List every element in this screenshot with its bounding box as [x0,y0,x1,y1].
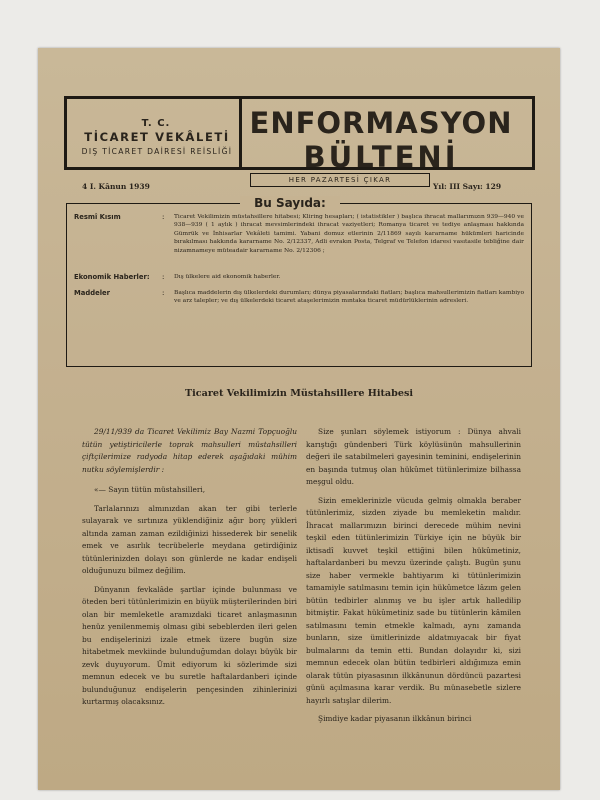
article-paragraph: Şimdiye kadar piyasanın ilkkânun birinci [318,714,472,723]
tc-label: T. C. [141,118,171,129]
bulletin-page [38,48,560,790]
bulletin-title-line1: ENFORMASYON [249,106,513,140]
article-paragraph: Sizin emeklerinizle vücuda gelmiş olmakla beraber tütünlerimiz, sizden ziyade bu memleketin malıdır. İhracat mallarımızın birinci derecede mühim nevini teşkil eden tütünlerimizin Türkiye için ne büyük bir iktisadî kuvvet teşkil ettiğini bilen hükûmetiniz, haftalardanberi bu mevzu üzerinde çalıştı. Bugün şunu size haber vermekle bahtiyarım ki tütünlerimizin tamamiyle satılmasını temin için hükûmetce lâzım gelen bütün tedbirler alınmış ve bu işler artık halledilip bitmiştir. Fakat hükûmetiniz sade bu tütünlerin kâmilen satılmasını temin etmekle kalmadı, aynı zamanda bunların, size ümitlerinizde aldatmıyacak bir fiyat bulmalarını da temin etti. Bundan dolayıdır ki, sizi memnun edecek olan bütün tedbirleri aldığımıza emin olarak tütün piyasasının ilkkânunun dördüncü pazartesi günü açılmasına karar verdik. Bu münasebetle sizlere hayırlı satışlar dilerim. [306,495,521,705]
masthead-right-rule [532,96,535,168]
article-paragraph: Tarlalarınızı almınızdan akan ter gibi terlerle sulayarak ve sırtınıza yüklendiğiniz ağır borç yükleri altında zaman zaman ezildiğinizi hissederek bir senelik emek ve asırlık tecrübelerle meydana getirdiğiniz tütünlerinizden dolayı son günlerde ne kadar endişeli olduğunuzu bilmez değilim. [82,503,297,575]
article-column-right [306,426,521,732]
section-label-maddeler: Maddeler [74,289,110,297]
article-title: Ticaret Vekilimizin Müstahsillere Hitabesi [185,388,413,399]
colon: : [162,273,165,281]
issue-number: Yıl: III Sayı: 129 [433,182,502,191]
masthead-top-rule [64,96,534,99]
article-column-left [82,426,297,715]
contents-heading: Bu Sayıda: [240,196,340,210]
issue-date: 4 I. Kânun 1939 [82,182,150,191]
department-name: DIŞ TİCARET DAİRESİ REİSLİĞİ [81,147,233,156]
article-paragraph: «— Sayın tütün müstahsilleri, [94,485,206,494]
section-label-resmi: Resmî Kısım [74,213,121,221]
frequency-label: HER PAZARTESİ ÇIKAR [250,173,430,187]
ministry-name: TİCARET VEKÂLETİ [84,130,230,144]
bulletin-title-line2: BÜLTENİ [303,140,459,174]
colon: : [162,289,165,297]
masthead-left-rule [64,96,67,168]
masthead-bottom-rule-left [64,167,242,170]
colon: : [162,213,165,221]
article-paragraph: Dünyanın fevkalâde şartlar içinde bulunması ve öteden beri tütünlerimizin en büyük müşterilerinden biri olan bir memleketle aramızdaki ticaret anlaşmasının henüz yenilenmemiş olması gibi sebeblerden ileri gelen bu endişelerinizi izale etmek üzere bugün size hitabetmek mevkiinde bulunduğumdan dolayı büyük bir zevk duyuyorum. Ümit ediyorum ki sözlerimde sizi memnun edecek ve bu suretle haftalardanberi içinde bulunduğunuz endişelerin pençesinden zihinlerinizi kurtarmış olacaksınız. [82,584,297,706]
article-paragraph: Size şunları söylemek istiyorum : Dünya ahvali karıştığı gündenberi Türk köylüsünün mahsullerinin değeri ile satabilmeleri gayesinin teminini, endişelerinin en başında tutmuş olan hükûmet tütünlerimize bilhassa meşgul oldu. [306,427,521,486]
section-text-resmi: Ticaret Vekilimizin müstahsillere hitabesi; Kliring hesapları; ( istatistikler ) başlıca ihracat mallarımızın 939—940 ve 938—939 ( 1 aylık ) ihracat mevsimlerindeki ihracat vaziyetleri; Romanya ticaret ve tediye anlaşması hakkında Gümrük ve İnhisarlar Vekâleti tamimi. Yabani domuz etlerinin 2/11869 sayılı kararname hükümleri haricinde bırakılması hakkında kararname No. 2/12337, Adli evrakın Posta, Telgraf ve Telefon idaresi vasıtasile tebliğine dair nizamnameye müteadair kararname No. 2/12306 ; [174,214,524,254]
section-text-maddeler: Başlıca maddelerin dış ülkelerdeki durumları; dünya piyasalarındaki fiatları; başlıca mahsullerimizin fiatları kambiyo ve arz talepler; ve dış ülkelerdeki ticaret ataşelerimizin mıntaka ticaret müdürlüklerinin adresleri. [174,290,524,305]
section-label-ekonomik: Ekonomik Haberler: [74,273,150,281]
section-text-ekonomik: Dış ülkelere aid ekonomik haberler. [174,274,281,280]
article-intro: 29/11/939 da Ticaret Vekilimiz Bay Nazmi Topçuoğlu tütün yetiştiricilerle toprak mahsulleri müstahsilleri çiftçilerimize radyoda hitap ederek aşağıdaki mühim nutku söylemişlerdir : [82,427,297,474]
masthead-divider [239,96,242,168]
